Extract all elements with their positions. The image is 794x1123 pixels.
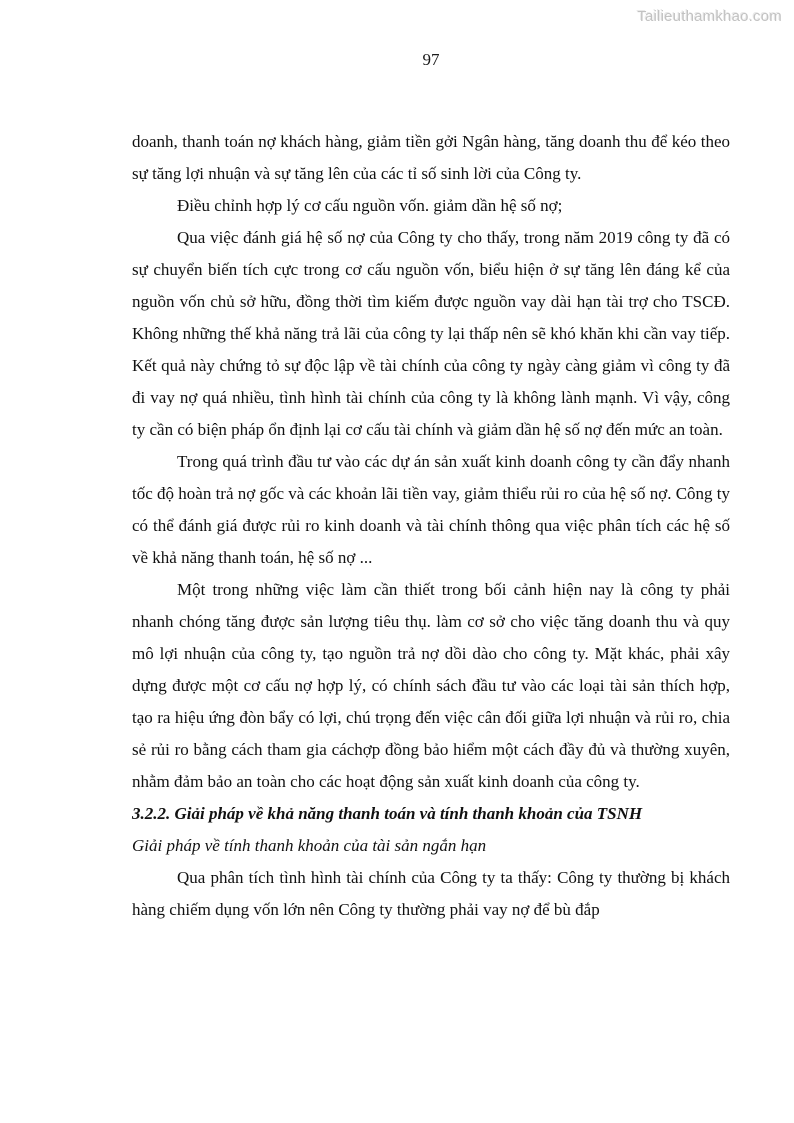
paragraph: Trong quá trình đầu tư vào các dự án sản xuất kinh doanh công ty cần đẩy nhanh tốc độ hoàn trả nợ gốc và các khoản lãi tiền vay, giảm thiểu rủi ro của hệ số nợ. Công ty có thể đánh giá được rủi ro kinh doanh và tài chính thông qua việc phân tích các hệ số về khả năng thanh toán, hệ số nợ ...: [132, 452, 731, 567]
paragraph: Điều chỉnh hợp lý cơ cấu nguồn vốn. giảm dần hệ số nợ;: [177, 196, 563, 215]
paragraph: Một trong những việc làm cần thiết trong bối cảnh hiện nay là công ty phải nhanh chóng tăng được sản lượng tiêu thụ. làm cơ sở cho việc tăng doanh thu và quy mô lợi nhuận của công ty, tạo nguồn trả nợ dồi dào cho công ty. Mặt khác, phải xây dựng được một cơ cấu nợ hợp lý, có chính sách đầu tư vào các loại tài sản thích hợp, tạo ra hiệu ứng đòn bẩy có lợi, chú trọng đến việc cân đối giữa lợi nhuận và rủi ro, chia sẻ rủi ro bằng cách tham gia cáchợp đồng bảo hiểm một cách đầy đủ và thường xuyên, nhằm đảm bảo an toàn cho các hoạt động sản xuất kinh doanh của công ty.: [132, 580, 730, 791]
paragraph: Qua việc đánh giá hệ số nợ của Công ty cho thấy, trong năm 2019 công ty đã có sự chuyển biến tích cực trong cơ cấu nguồn vốn, biểu hiện ở sự tăng lên đáng kể của nguồn vốn chủ sở hữu, đồng thời tìm kiếm được nguồn vay dài hạn tài trợ cho TSCĐ. Không những thế khả năng trả lãi của công ty lại thấp nên sẽ khó khăn khi cần vay tiếp. Kết quả này chứng tỏ sự độc lập về tài chính của công ty ngày càng giảm vì công ty đã đi vay nợ quá nhiều, tình hình tài chính của công ty là không lành mạnh. Vì vậy, công ty cần có biện pháp ổn định lại cơ cấu tài chính và giảm dần hệ số nợ đến mức an toàn.: [132, 228, 730, 439]
page-number: 97: [422, 50, 440, 69]
paragraph: Qua phân tích tình hình tài chính của Công ty ta thấy: Công ty thường bị khách hàng chiếm dụng vốn lớn nên Công ty thường phải vay nợ để bù đắp: [132, 868, 730, 919]
section-heading: 3.2.2. Giải pháp về khả năng thanh toán và tính thanh khoản của TSNH: [132, 804, 643, 823]
section-subheading: Giải pháp về tính thanh khoản của tài sản ngắn hạn: [132, 836, 487, 855]
watermark: Tailieuthamkhao.com: [637, 8, 782, 25]
paragraph-continuation: doanh, thanh toán nợ khách hàng, giảm tiền gởi Ngân hàng, tăng doanh thu để kéo theo sự tăng lợi nhuận và sự tăng lên của các tỉ số sinh lời của Công ty.: [132, 132, 730, 183]
document-body: [132, 126, 730, 926]
